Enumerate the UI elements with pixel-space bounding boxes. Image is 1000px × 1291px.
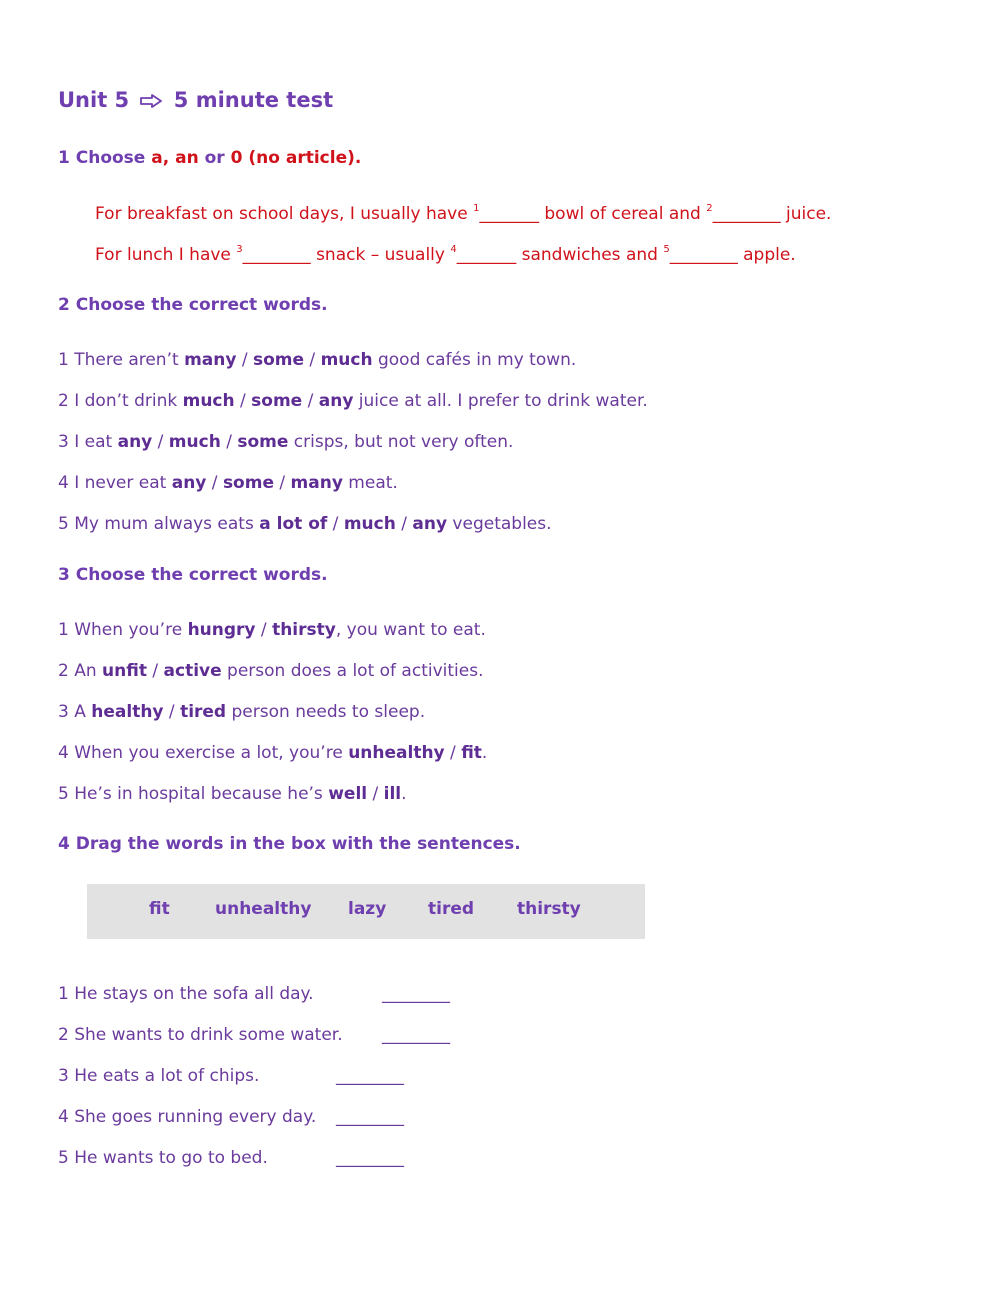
- option-thirsty[interactable]: thirsty: [272, 620, 336, 640]
- option-tired[interactable]: tired: [180, 702, 227, 722]
- item-text: 2 An: [58, 661, 103, 681]
- drop-blank-1[interactable]: ________: [382, 984, 450, 1004]
- sentence-text: For breakfast on school days, I usually have: [95, 204, 474, 224]
- section2-heading: 2 Choose the correct words.: [58, 295, 328, 315]
- section1-sentence-1: [95, 203, 831, 224]
- gap-4-blank[interactable]: _______: [456, 245, 517, 265]
- drop-blank-3[interactable]: ________: [336, 1066, 404, 1086]
- sentence-text: juice.: [780, 204, 832, 224]
- drop-blank-5[interactable]: ________: [336, 1148, 404, 1168]
- option-ill[interactable]: ill: [383, 784, 402, 804]
- item-text: vegetables.: [447, 514, 552, 534]
- item-text: .: [481, 743, 488, 763]
- word-unhealthy[interactable]: unhealthy: [215, 899, 312, 919]
- option-separator: /: [444, 743, 462, 763]
- word-bank: [87, 884, 645, 939]
- option-some[interactable]: some: [222, 473, 274, 493]
- gap-2-blank[interactable]: ________: [712, 204, 781, 224]
- option-unhealthy[interactable]: unhealthy: [348, 743, 445, 763]
- section2-item-4: [58, 473, 398, 493]
- option-separator: /: [146, 661, 164, 681]
- option-any[interactable]: any: [117, 432, 153, 452]
- section3-item-5: [58, 784, 407, 804]
- section3-heading: 3 Choose the correct words.: [58, 565, 328, 585]
- option-fit[interactable]: fit: [461, 743, 482, 763]
- section3-item-4: [58, 743, 487, 763]
- option-unfit[interactable]: unfit: [102, 661, 147, 681]
- gap-number: 1: [473, 203, 480, 214]
- option-active[interactable]: active: [163, 661, 222, 681]
- option-much[interactable]: much: [168, 432, 221, 452]
- section1-option-an: an: [175, 148, 199, 168]
- item-text: 5 He’s in hospital because he’s: [58, 784, 329, 804]
- item-text: good cafés in my town.: [372, 350, 577, 370]
- gap-number: 3: [236, 244, 243, 255]
- section3-item-2: [58, 661, 483, 681]
- item-text: 3 He eats a lot of chips.: [58, 1066, 260, 1086]
- option-well[interactable]: well: [328, 784, 368, 804]
- item-text: 3 I eat: [58, 432, 118, 452]
- option-separator: /: [302, 391, 319, 411]
- section3-item-1: [58, 620, 486, 640]
- item-text: juice at all. I prefer to drink water.: [353, 391, 648, 411]
- section4-heading: 4 Drag the words in the box with the sentences.: [58, 834, 521, 854]
- item-text: 4 I never eat: [58, 473, 172, 493]
- word-lazy[interactable]: lazy: [348, 899, 387, 919]
- item-text: 5 He wants to go to bed.: [58, 1148, 268, 1168]
- word-fit[interactable]: fit: [149, 899, 170, 919]
- word-tired[interactable]: tired: [428, 899, 475, 919]
- option-separator: /: [327, 514, 344, 534]
- drop-blank-2[interactable]: ________: [382, 1025, 450, 1045]
- item-text: , you want to eat.: [335, 620, 486, 640]
- title-unit: Unit 5: [58, 88, 130, 112]
- section1-option-a: a,: [151, 148, 170, 168]
- option-many[interactable]: many: [184, 350, 237, 370]
- option-separator: /: [163, 702, 181, 722]
- option-a-lot-of[interactable]: a lot of: [259, 514, 328, 534]
- option-any[interactable]: any: [171, 473, 207, 493]
- item-text: 2 I don’t drink: [58, 391, 183, 411]
- sentence-text: snack – usually: [310, 245, 451, 265]
- item-text: 1 He stays on the sofa all day.: [58, 984, 314, 1004]
- option-separator: /: [273, 473, 291, 493]
- item-text: 4 When you exercise a lot, you’re: [58, 743, 349, 763]
- section1-heading-num: 1 Choose: [58, 148, 146, 168]
- section2-item-5: [58, 514, 552, 534]
- option-some[interactable]: some: [237, 432, 289, 452]
- word-thirsty[interactable]: thirsty: [517, 899, 581, 919]
- item-text: 5 My mum always eats: [58, 514, 260, 534]
- option-much[interactable]: much: [343, 514, 396, 534]
- item-text: crisps, but not very often.: [288, 432, 514, 452]
- section2-item-3: [58, 432, 513, 452]
- gap-3-blank[interactable]: ________: [242, 245, 311, 265]
- option-many[interactable]: many: [290, 473, 343, 493]
- option-any[interactable]: any: [318, 391, 354, 411]
- item-text: 4 She goes running every day.: [58, 1107, 317, 1127]
- section1-heading: [58, 148, 361, 168]
- option-hungry[interactable]: hungry: [187, 620, 256, 640]
- option-separator: /: [304, 350, 321, 370]
- option-separator: /: [367, 784, 384, 804]
- item-text: person does a lot of activities.: [221, 661, 484, 681]
- gap-number: 4: [450, 244, 457, 255]
- section4-item-1: [58, 984, 314, 1004]
- sentence-text: bowl of cereal and: [538, 204, 707, 224]
- option-separator: /: [395, 514, 413, 534]
- item-text: 1 There aren’t: [58, 350, 185, 370]
- option-separator: /: [255, 620, 273, 640]
- option-much[interactable]: much: [320, 350, 373, 370]
- drop-blank-4[interactable]: ________: [336, 1107, 404, 1127]
- section2-item-1: [58, 350, 576, 370]
- page-title: [58, 88, 333, 112]
- sentence-text: apple.: [737, 245, 796, 265]
- option-separator: /: [234, 391, 252, 411]
- item-text: 3 A: [58, 702, 92, 722]
- option-any[interactable]: any: [412, 514, 448, 534]
- option-some[interactable]: some: [252, 350, 305, 370]
- section4-item-3: [58, 1066, 259, 1086]
- section4-item-2: [58, 1025, 343, 1045]
- gap-5-blank[interactable]: ________: [669, 245, 738, 265]
- section3-item-3: [58, 702, 425, 722]
- right-arrow-icon: [140, 94, 162, 108]
- option-healthy[interactable]: healthy: [91, 702, 164, 722]
- gap-number: 2: [706, 203, 713, 214]
- option-some[interactable]: some: [251, 391, 303, 411]
- gap-1-blank[interactable]: _______: [479, 204, 539, 224]
- section4-item-4: [58, 1107, 316, 1127]
- option-separator: /: [236, 350, 253, 370]
- section1-no-article: (no article).: [248, 148, 362, 168]
- item-text: meat.: [342, 473, 398, 493]
- gap-number: 5: [663, 244, 670, 255]
- sentence-text: For lunch I have: [95, 245, 237, 265]
- section1-heading-or: or: [204, 148, 225, 168]
- option-separator: /: [152, 432, 169, 452]
- section1-sentence-2: [95, 244, 796, 265]
- item-text: person needs to sleep.: [226, 702, 426, 722]
- title-test: 5 minute test: [173, 88, 334, 112]
- option-separator: /: [206, 473, 223, 493]
- section4-item-5: [58, 1148, 268, 1168]
- sentence-text: sandwiches and: [516, 245, 664, 265]
- section1-option-zero: 0: [230, 148, 243, 168]
- item-text: .: [401, 784, 407, 804]
- item-text: 1 When you’re: [58, 620, 188, 640]
- item-text: 2 She wants to drink some water.: [58, 1025, 343, 1045]
- section2-item-2: [58, 391, 648, 411]
- option-much[interactable]: much: [182, 391, 235, 411]
- option-separator: /: [220, 432, 238, 452]
